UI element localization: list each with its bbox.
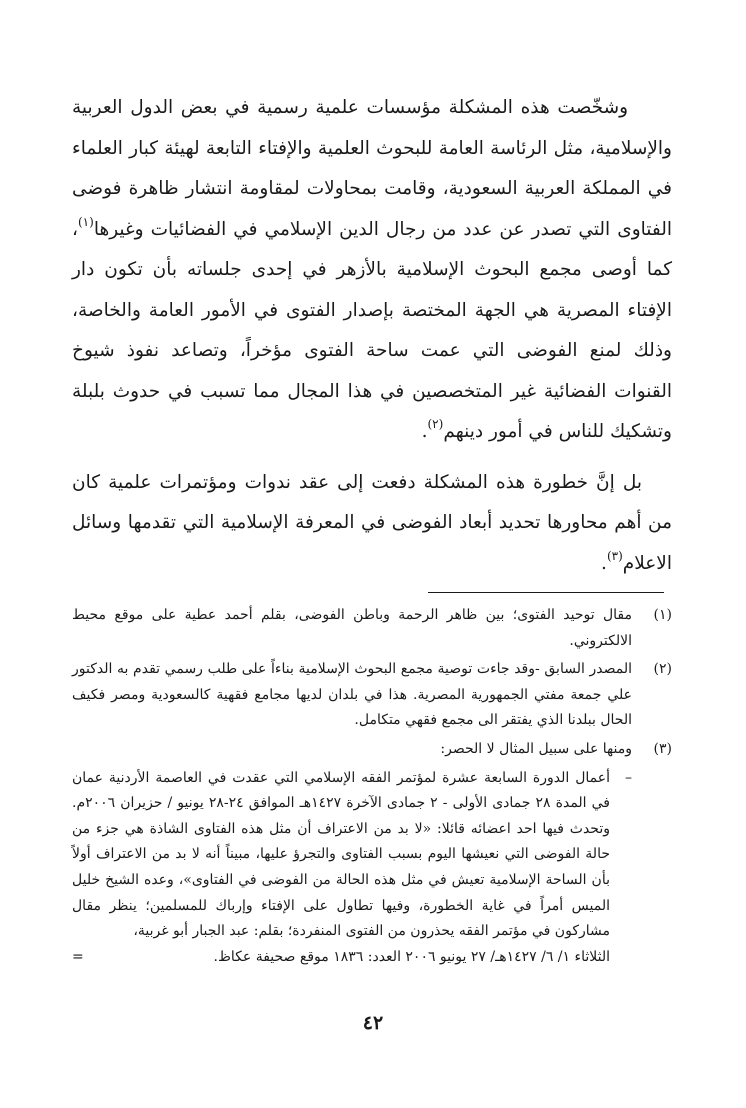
- footnote-number: (٢): [653, 661, 672, 678]
- footnote-number: (١): [653, 607, 672, 623]
- footnote-1: [72, 603, 672, 654]
- footnote-number: (٣): [653, 740, 672, 757]
- paragraph-1: [72, 88, 672, 453]
- paragraph-1-end: .: [421, 421, 428, 442]
- footnote-3-item: [72, 766, 632, 971]
- list-dash: –: [625, 769, 632, 786]
- paragraph-2-text: بل إنَّ خطورة هذه المشكلة دفعت إلى عقد ندوات ومؤتمرات علمية كان من أهم محاورها تحديد أبعاد الفوضى في المعرفة الإسلامية التي تقدمها وسائل الاعلام: [72, 471, 672, 574]
- footnote-text: مقال توحيد الفتوى؛ بين ظاهر الرحمة وباطن الفوضى، بقلم أحمد عطية على موقع محيط الالكتروني.: [72, 607, 632, 649]
- footnote-3-source: الثلاثاء ١/ ٦/ ١٤٢٧هـ/ ٢٧ يونيو ٢٠٠٦ العدد: ١٨٣٦ موقع صحيفة عكاظ.: [213, 948, 610, 965]
- paragraph-2: [72, 463, 672, 585]
- footnote-3-item-text: أعمال الدورة السابعة عشرة لمؤتمر الفقه الإسلامي التي عقدت في العاصمة الأردنية عمان في المدة ٢٨ جمادى الأولى - ٢ جمادى الآخرة ١٤٢٧هـ الموافق ٢٤-٢٨ يونيو / حزيران ٢٠٠٦م. وتحدث فيها احد اعضائه قائلا: «لا بد من الاعتراف أن مثل هذه الفتاوى الشاذة هي جزء من حالة الفوضى التي نعيشها اليوم بسبب الفتاوى والتجرؤ عليها، مبيناً أنه لا بد من الاعتراف أولاً بأن الساحة الإسلامية تعيش في مثل هذه الحالة من الفوضى في الفتاوى»، وعده الشيخ خليل الميس أمراً في غاية الخطورة، وفيها تطاول على الإفتاء وإرباك للمسلمين؛ ينظر مقال مشاركون في مؤتمر الفقه يحذرون من الفتوى المنفردة؛ بقلم: عبد الجبار أبو غربية،: [72, 769, 611, 940]
- paragraph-1-continued: ، كما أوصى مجمع البحوث الإسلامية بالأزهر في إحدى جلساته بأن تكون دار الإفتاء المصرية هي الجهة المختصة بإصدار الفتوى في الأمور العامة والخاصة، وذلك لمنع الفوضى التي عمت ساحة الفتوى مؤخراً، وتصاعد نفوذ شيوخ القنوات الفضائية غير المتخصصين في هذا المجال مما تسبب في حدوث بلبلة وتشكيك للناس في أمور دينهم: [72, 218, 672, 442]
- footnote-2: [72, 657, 672, 734]
- footnotes: [72, 603, 672, 970]
- continuation-mark: =: [72, 948, 84, 965]
- paragraph-1-text: وشخّصت هذه المشكلة مؤسسات علمية رسمية في بعض الدول العربية والإسلامية، مثل الرئاسة العامة للبحوث العلمية والإفتاء التابعة لهيئة كبار العلماء في المملكة العربية السعودية، وقامت بمحاولات لمقاومة انتشار ظاهرة فوضى الفتاوى التي تصدر عن عدد من رجال الدين الإسلامي في الفضائيات وغيرها: [72, 97, 672, 240]
- main-text: [72, 88, 672, 594]
- footnote-3: [72, 737, 672, 763]
- footnote-ref-3[interactable]: (٣): [606, 548, 623, 563]
- paragraph-2-end: .: [601, 552, 607, 574]
- footnote-ref-1[interactable]: (١): [77, 214, 94, 229]
- footnote-text: المصدر السابق -وقد جاءت توصية مجمع البحوث الإسلامية بناءاً على طلب رسمي تقدم به الدكتور علي جمعة مفتي الجمهورية المصرية. هذا في بلدان لديها مجامع فقهية كالسعودية ومصر فكيف الحال ببلدنا الذي يفتقر الى مجمع فقهي متكامل.: [72, 661, 633, 729]
- footnote-separator: [428, 592, 664, 593]
- footnote-3-last-line: [72, 945, 610, 971]
- footnote-3-item-body: [72, 766, 610, 971]
- footnote-text: ومنها على سبيل المثال لا الحصر:: [440, 740, 632, 757]
- footnote-ref-2[interactable]: (٢): [427, 417, 444, 431]
- page-number: ٤٢: [362, 1012, 384, 1034]
